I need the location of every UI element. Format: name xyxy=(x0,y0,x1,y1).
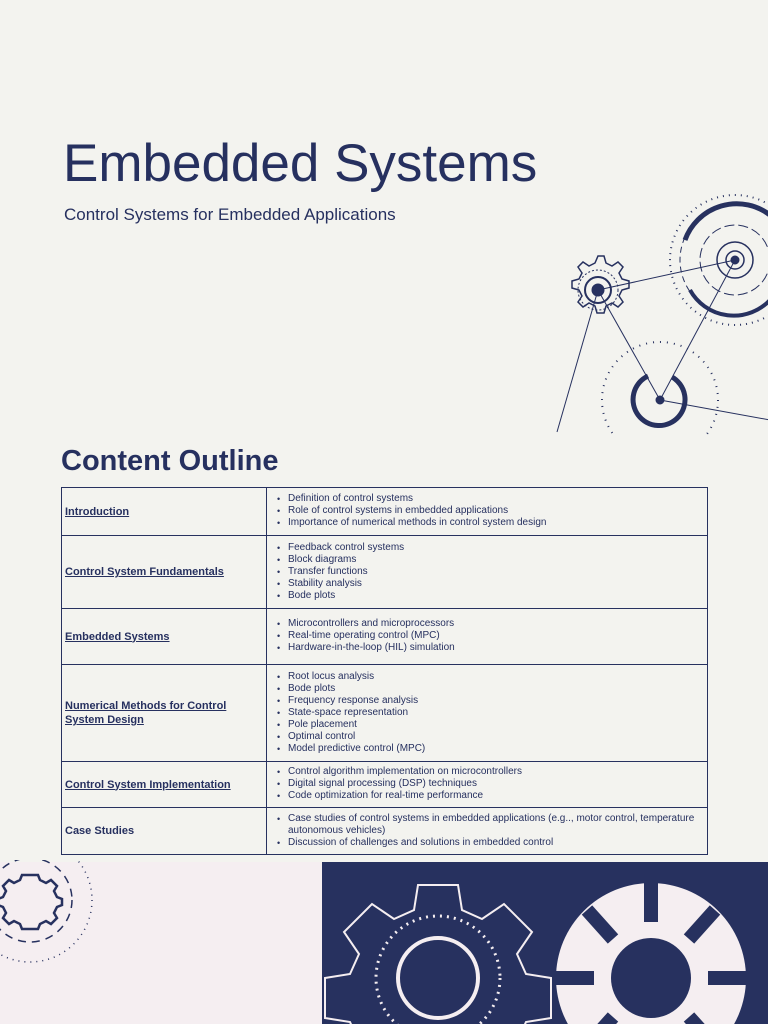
outline-topic-label: Case Studies xyxy=(65,825,135,837)
list-item: • Hardware-in-the-loop (HIL) simulation xyxy=(277,642,699,654)
list-item: • Definition of control systems xyxy=(277,493,699,505)
outline-topic-cell xyxy=(62,488,267,536)
outline-topic-cell xyxy=(62,665,267,762)
list-item: • Model predictive control (MPC) xyxy=(277,743,699,755)
list-item: • Stability analysis xyxy=(277,578,699,590)
gear-icon xyxy=(572,256,629,313)
outline-row xyxy=(62,609,708,665)
list-item: • Case studies of control systems in embedded applications (e.g.., motor control, temperature autonomous vehicles) xyxy=(277,813,699,837)
outline-row xyxy=(62,665,708,762)
outline-topic-link[interactable]: Control System Fundamentals xyxy=(65,566,224,578)
outline-items-cell xyxy=(267,536,708,609)
list-item: • Feedback control systems xyxy=(277,542,699,554)
document-title: Embedded Systems xyxy=(63,134,538,193)
list-item: • Real-time operating control (MPC) xyxy=(277,630,699,642)
small-gear-outline xyxy=(0,860,100,970)
outline-topic-link[interactable]: Embedded Systems xyxy=(65,630,170,643)
document-subtitle: Control Systems for Embedded Applications xyxy=(64,205,396,224)
outline-row xyxy=(62,808,708,855)
outline-topic-cell xyxy=(62,808,267,855)
outline-items-cell xyxy=(267,665,708,762)
outline-topic-link[interactable]: Numerical Methods for Control System Design xyxy=(65,700,227,726)
list-item: • Root locus analysis xyxy=(277,671,699,683)
solid-gear xyxy=(556,883,746,1024)
list-item: • Frequency response analysis xyxy=(277,695,699,707)
outline-item-list xyxy=(277,671,699,755)
outline-item-list xyxy=(277,813,699,849)
outline-item-list xyxy=(277,618,699,654)
bottom-band-dark xyxy=(322,862,768,1024)
list-item: • Bode plots xyxy=(277,590,699,602)
list-item: • Control algorithm implementation on microcontrollers xyxy=(277,766,699,778)
outline-row xyxy=(62,488,708,536)
outline-items-cell xyxy=(267,808,708,855)
list-item: • Microcontrollers and microprocessors xyxy=(277,618,699,630)
outline-item-list xyxy=(277,766,699,802)
list-item: • Pole placement xyxy=(277,719,699,731)
outline-topic-cell xyxy=(62,536,267,609)
list-item: • Importance of numerical methods in control system design xyxy=(277,517,699,529)
outline-topic-cell xyxy=(62,762,267,808)
list-item: • Transfer functions xyxy=(277,566,699,578)
outline-items-cell xyxy=(267,488,708,536)
list-item: • Block diagrams xyxy=(277,554,699,566)
gear-icon xyxy=(717,242,753,278)
outline-topic-link[interactable]: Control System Implementation xyxy=(65,778,231,791)
large-gear-outline xyxy=(322,862,768,1024)
list-item: • State-space representation xyxy=(277,707,699,719)
outline-topic-link[interactable]: Introduction xyxy=(65,505,130,518)
list-item: • Optimal control xyxy=(277,731,699,743)
outline-item-list xyxy=(277,493,699,529)
outline-topic-cell xyxy=(62,609,267,665)
outline-item-list xyxy=(277,542,699,602)
content-outline-table xyxy=(61,487,708,855)
list-item: • Discussion of challenges and solutions in embedded control xyxy=(277,837,699,849)
list-item: • Digital signal processing (DSP) techniques xyxy=(277,778,699,790)
list-item: • Bode plots xyxy=(277,683,699,695)
gear-network-illustration xyxy=(540,185,768,435)
outline-row xyxy=(62,762,708,808)
content-outline-heading: Content Outline xyxy=(61,445,279,477)
list-item: • Role of control systems in embedded applications xyxy=(277,505,699,517)
outline-items-cell xyxy=(267,609,708,665)
list-item: • Code optimization for real-time performance xyxy=(277,790,699,802)
outline-row xyxy=(62,536,708,609)
outline-items-cell xyxy=(267,762,708,808)
